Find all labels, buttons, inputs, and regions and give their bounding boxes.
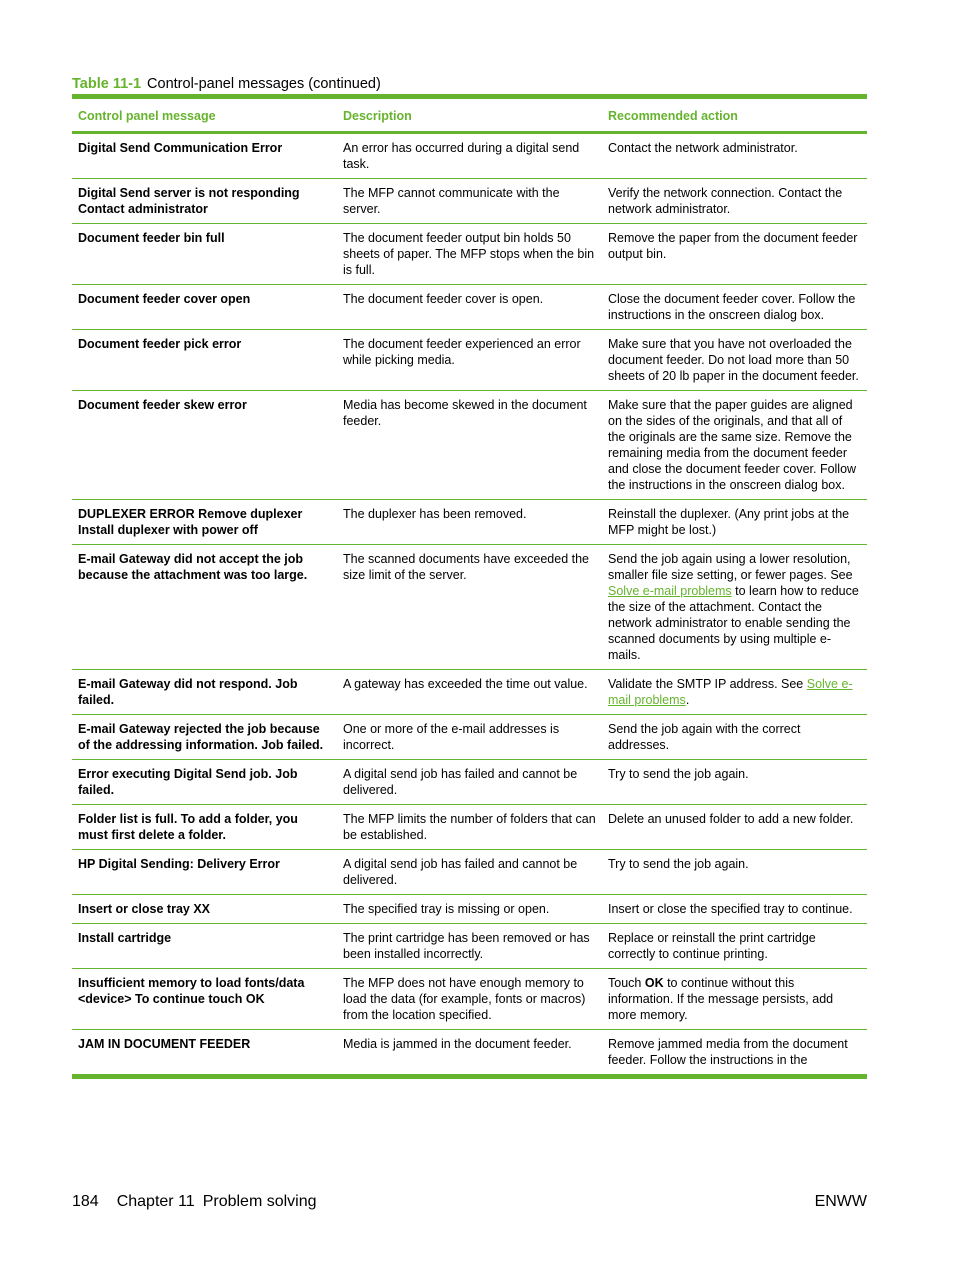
table-row xyxy=(72,133,867,179)
table-row xyxy=(72,500,867,545)
description-cell: One or more of the e-mail addresses is incorrect. xyxy=(337,715,602,760)
table-header-row xyxy=(72,99,867,133)
table-caption xyxy=(72,75,381,93)
action-text: . xyxy=(685,693,690,707)
solve-email-problems-link[interactable]: Solve e-mail problems xyxy=(608,584,732,598)
description-cell: Media has become skewed in the document feeder. xyxy=(337,391,602,500)
header-message: Control panel message xyxy=(72,99,337,133)
table-row xyxy=(72,224,867,285)
table-row xyxy=(72,391,867,500)
message-cell: Document feeder pick error xyxy=(72,330,337,391)
message-cell: Document feeder bin full xyxy=(72,224,337,285)
message-cell: JAM IN DOCUMENT FEEDER xyxy=(78,1037,251,1051)
action-cell: Replace or reinstall the print cartridge correctly to continue printing. xyxy=(602,924,867,969)
message-cell: Install cartridge xyxy=(72,924,337,969)
chapter-label: Chapter 11 xyxy=(116,1193,195,1210)
table-row xyxy=(72,285,867,330)
description-cell: The duplexer has been removed. xyxy=(337,500,602,545)
action-cell xyxy=(602,670,867,715)
action-text: to continue without this information. If the message persists, add more memory. xyxy=(608,976,834,1022)
table-row xyxy=(72,330,867,391)
description-cell: The document feeder output bin holds 50 sheets of paper. The MFP stops when the bin is full. xyxy=(337,224,602,285)
message-cell: E-mail Gateway did not respond. Job failed. xyxy=(72,670,337,715)
message-cell: Folder list is full. To add a folder, you must first delete a folder. xyxy=(72,805,337,850)
action-cell: Delete an unused folder to add a new folder. xyxy=(602,805,867,850)
table-row xyxy=(72,179,867,224)
action-cell: Verify the network connection. Contact the network administrator. xyxy=(602,179,867,224)
table-row xyxy=(72,850,867,895)
action-cell: Make sure that the paper guides are aligned on the sides of the originals, and that all of the originals are the same size. Remove the remaining media from the document feeder and close the document feeder cover. Follow the instructions in the onscreen dialog box. xyxy=(602,391,867,500)
solve-email-problems-link[interactable]: Solve e-mail problems xyxy=(608,677,853,707)
action-text: Touch xyxy=(608,976,645,990)
action-cell: Send the job again with the correct addresses. xyxy=(602,715,867,760)
description-cell: The specified tray is missing or open. xyxy=(337,895,602,924)
header-description: Description xyxy=(337,99,602,133)
description-cell: An error has occurred during a digital send task. xyxy=(337,133,602,179)
action-text: to learn how to reduce the size of the attachment. Contact the network administrator to enable sending the scanned documents by using multiple e-mails. xyxy=(608,584,859,662)
message-cell: DUPLEXER ERROR Remove duplexer Install duplexer with power off xyxy=(72,500,337,545)
message-cell: Digital Send server is not responding Contact administrator xyxy=(72,179,337,224)
action-cell: Make sure that you have not overloaded the document feeder. Do not load more than 50 sheets of 20 lb paper in the document feeder. xyxy=(602,330,867,391)
description-cell: The print cartridge has been removed or has been installed incorrectly. xyxy=(337,924,602,969)
description-cell: The document feeder experienced an error while picking media. xyxy=(337,330,602,391)
action-cell: Remove the paper from the document feeder output bin. xyxy=(602,224,867,285)
description-cell: The MFP cannot communicate with the server. xyxy=(337,179,602,224)
message-cell: E-mail Gateway rejected the job because of the addressing information. Job failed. xyxy=(72,715,337,760)
action-text: Send the job again using a lower resolution, smaller file size setting, or fewer pages. See xyxy=(608,552,853,582)
action-cell: Remove jammed media from the document feeder. Follow the instructions in the xyxy=(608,1037,848,1067)
table-row xyxy=(72,895,867,924)
table-row xyxy=(72,545,867,670)
table-row xyxy=(72,805,867,850)
message-cell: HP Digital Sending: Delivery Error xyxy=(72,850,337,895)
description-cell: A digital send job has failed and cannot be delivered. xyxy=(337,760,602,805)
table-row xyxy=(72,969,867,1030)
action-cell: Contact the network administrator. xyxy=(602,133,867,179)
messages-table-frame xyxy=(72,94,867,1079)
footer-right: ENWW xyxy=(814,1193,867,1210)
description-cell: Media is jammed in the document feeder. xyxy=(343,1037,572,1051)
footer-left xyxy=(72,1192,867,1212)
action-cell xyxy=(602,545,867,670)
message-cell: Error executing Digital Send job. Job failed. xyxy=(72,760,337,805)
header-action: Recommended action xyxy=(602,99,867,133)
table-title: Control-panel messages (continued) xyxy=(147,76,381,92)
page-number: 184 xyxy=(72,1193,99,1210)
action-bold-text: OK xyxy=(644,976,664,990)
message-cell: Document feeder cover open xyxy=(72,285,337,330)
action-cell: Reinstall the duplexer. (Any print jobs at the MFP might be lost.) xyxy=(602,500,867,545)
action-cell: Close the document feeder cover. Follow the instructions in the onscreen dialog box. xyxy=(602,285,867,330)
action-cell: Try to send the job again. xyxy=(602,760,867,805)
messages-table xyxy=(72,99,867,1074)
description-cell: The scanned documents have exceeded the size limit of the server. xyxy=(337,545,602,670)
table-row xyxy=(72,924,867,969)
description-cell: The MFP does not have enough memory to load the data (for example, fonts or macros) from the location specified. xyxy=(337,969,602,1030)
table-row xyxy=(72,670,867,715)
action-cell xyxy=(602,969,867,1030)
table-row xyxy=(72,1030,867,1075)
message-cell: Document feeder skew error xyxy=(72,391,337,500)
message-cell: Insert or close tray XX xyxy=(72,895,337,924)
description-cell: The document feeder cover is open. xyxy=(337,285,602,330)
message-cell: E-mail Gateway did not accept the job because the attachment was too large. xyxy=(72,545,337,670)
table-row xyxy=(72,760,867,805)
description-cell: The MFP limits the number of folders that can be established. xyxy=(337,805,602,850)
page-footer xyxy=(72,1192,867,1212)
table-row xyxy=(72,715,867,760)
table-number: Table 11-1 xyxy=(72,76,142,92)
action-text: Validate the SMTP IP address. See xyxy=(608,677,807,691)
section-label: Problem solving xyxy=(202,1193,317,1210)
message-cell: Digital Send Communication Error xyxy=(72,133,337,179)
action-cell: Insert or close the specified tray to continue. xyxy=(602,895,867,924)
description-cell: A gateway has exceeded the time out value. xyxy=(337,670,602,715)
message-cell: Insufficient memory to load fonts/data <device> To continue touch OK xyxy=(72,969,337,1030)
action-cell: Try to send the job again. xyxy=(602,850,867,895)
description-cell: A digital send job has failed and cannot be delivered. xyxy=(337,850,602,895)
